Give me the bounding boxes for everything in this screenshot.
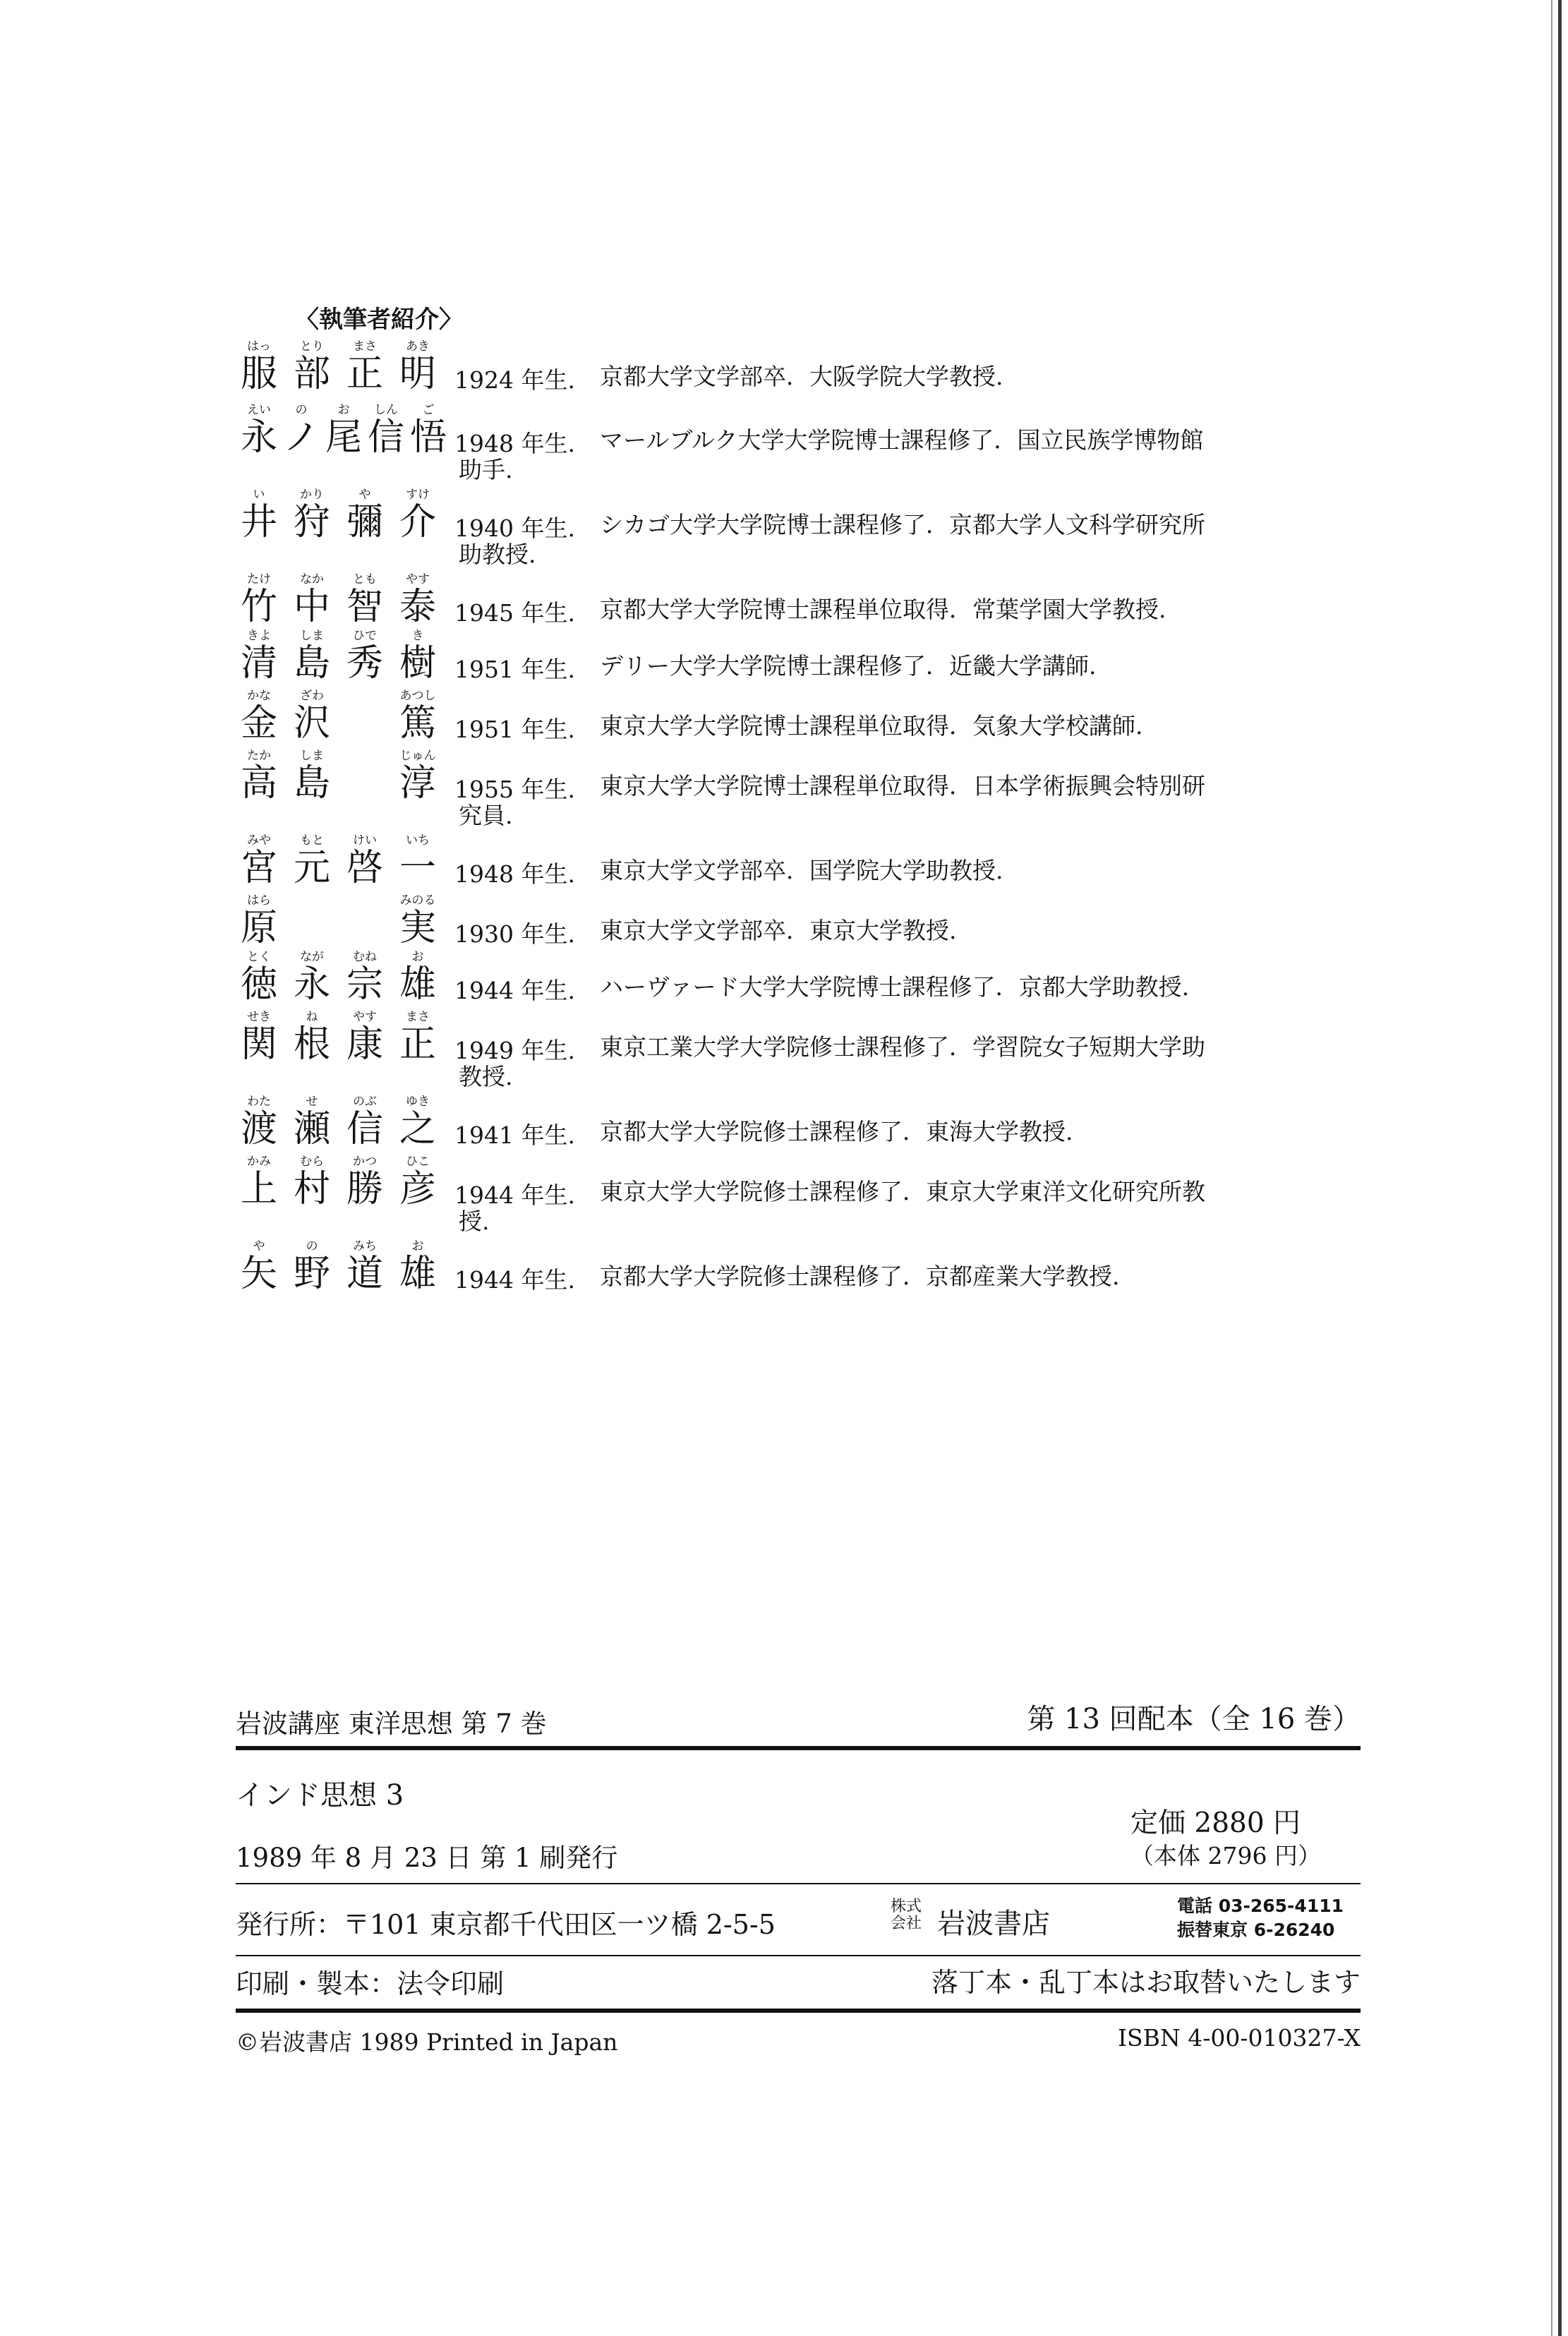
- name-character: [342, 688, 388, 704]
- furigana: せ: [306, 1095, 318, 1109]
- distribution-note: 第 13 回配本（全 16 巻）: [1027, 1703, 1361, 1735]
- furigana: じゅん: [399, 749, 436, 763]
- birth-year: 1951 年生.: [454, 716, 575, 743]
- name-character: [236, 949, 282, 1004]
- book-title: インド思想 3: [236, 1779, 404, 1812]
- kanji: 中: [293, 586, 330, 628]
- kanji: 啓: [346, 847, 383, 889]
- author-bio-continued: 助手.: [459, 456, 513, 483]
- name-character: [289, 628, 335, 683]
- name-character: [289, 748, 335, 803]
- transfer-account: 振替東京 6-26240: [1177, 1920, 1335, 1940]
- furigana: わた: [247, 1095, 271, 1109]
- furigana: ひで: [353, 629, 377, 643]
- birth-year: 1944 年生.: [454, 977, 575, 1004]
- name-character: [342, 339, 388, 394]
- furigana: [342, 893, 388, 908]
- furigana: とり: [300, 339, 324, 354]
- furigana: まさ: [353, 339, 377, 354]
- kanji: 根: [293, 1023, 330, 1066]
- kanji: 宮: [240, 847, 277, 889]
- birth-year: 1930 年生.: [454, 920, 575, 948]
- publisher-contact: [1177, 1894, 1344, 1942]
- kanji: 勝: [346, 1168, 383, 1210]
- kanji: 原: [240, 907, 277, 949]
- kanji: 矢: [240, 1253, 277, 1295]
- kanji: 信: [346, 1108, 383, 1150]
- printer: 印刷・製本：法令印刷: [236, 1968, 505, 1999]
- name-character: [394, 572, 441, 627]
- divider: [236, 1955, 1361, 1956]
- kanji: 明: [399, 353, 436, 395]
- kanji: 永: [293, 963, 330, 1006]
- kanji: 永: [240, 416, 277, 459]
- name-character: [289, 1239, 335, 1294]
- furigana: しん: [374, 403, 398, 417]
- kanji: 正: [399, 1023, 436, 1066]
- author-entry: [236, 1239, 1372, 1316]
- name-character: [342, 628, 388, 683]
- name-character: [342, 1009, 388, 1064]
- page-edge: [1558, 0, 1562, 2336]
- furigana: [289, 893, 335, 908]
- furigana: ね: [306, 1010, 318, 1024]
- author-entry: [236, 748, 1372, 829]
- furigana: の: [306, 1239, 318, 1253]
- name-character: [289, 572, 335, 627]
- birth-year: 1941 年生.: [454, 1121, 575, 1149]
- author-bio: 京都大学文学部卒．大阪学院大学教授.: [600, 363, 1003, 390]
- author-entry: [236, 1154, 1372, 1235]
- birth-year: 1955 年生.: [454, 776, 575, 803]
- kanji: 実: [399, 907, 436, 949]
- furigana: かつ: [353, 1155, 377, 1169]
- birth-year: 1948 年生.: [454, 430, 575, 457]
- author-bio: 京都大学大学院修士課程修了．京都産業大学教授.: [600, 1263, 1120, 1290]
- furigana: たか: [247, 749, 271, 763]
- name-character: [342, 572, 388, 627]
- furigana: や: [253, 1239, 265, 1253]
- furigana: けい: [353, 833, 377, 848]
- kanji: 沢: [293, 702, 330, 745]
- furigana: いち: [406, 833, 430, 848]
- furigana: まさ: [406, 1010, 430, 1024]
- name-character: [278, 402, 325, 457]
- furigana: もと: [300, 833, 324, 848]
- author-bio: 東京大学大学院博士課程単位取得．日本学術振興会特別研: [600, 772, 1205, 800]
- furigana: たけ: [247, 572, 271, 586]
- name-character: [394, 1154, 441, 1209]
- name-character: [405, 402, 452, 457]
- furigana: やす: [353, 1010, 377, 1024]
- furigana: お: [411, 950, 424, 964]
- name-character: [236, 1094, 282, 1149]
- furigana: や: [358, 488, 371, 502]
- furigana: やす: [406, 572, 430, 586]
- birth-year: 1945 年生.: [454, 599, 575, 627]
- name-character: [236, 748, 282, 803]
- author-bio: 東京大学文学部卒．国学院大学助教授.: [600, 857, 1003, 884]
- author-bio: 東京大学大学院博士課程単位取得．気象大学校講師.: [600, 712, 1143, 740]
- kanji: 一: [399, 847, 436, 889]
- furigana: みのる: [399, 893, 436, 908]
- name-character: [289, 1094, 335, 1149]
- kanji: 彦: [399, 1168, 436, 1210]
- kanji: 淳: [399, 762, 436, 805]
- kanji: 渡: [240, 1108, 277, 1150]
- author-bio: マールブルク大学大学院博士課程修了．国立民族学博物館: [600, 426, 1204, 454]
- kanji: 清: [240, 642, 277, 685]
- kanji: 狩: [293, 501, 330, 543]
- kanji: 瀬: [293, 1108, 330, 1150]
- kanji: 秀: [346, 642, 383, 685]
- name-character: [289, 487, 335, 542]
- name-character: [289, 949, 335, 1004]
- name-character: [394, 748, 441, 803]
- author-name: [236, 487, 442, 558]
- name-character: [394, 1094, 441, 1149]
- name-character: [394, 487, 441, 542]
- price-base: （本体 2796 円）: [1130, 1842, 1321, 1870]
- furigana: ゆき: [406, 1095, 430, 1109]
- name-character: [289, 688, 335, 743]
- name-character: [342, 833, 388, 888]
- name-character: [236, 628, 282, 683]
- divider-thick: [236, 1746, 1361, 1750]
- isbn: ISBN 4-00-010327-X: [1118, 2024, 1361, 2052]
- name-character: [289, 893, 335, 908]
- kanji: 之: [399, 1108, 436, 1150]
- kanji: 関: [240, 1023, 277, 1066]
- author-name: [236, 1009, 442, 1080]
- kanji: 井: [240, 501, 277, 543]
- name-character: [394, 339, 441, 394]
- birth-year: 1949 年生.: [454, 1037, 575, 1064]
- divider-thick: [236, 2009, 1361, 2013]
- section-heading: 〈執筆者紹介〉: [295, 306, 463, 334]
- kanji: 竹: [240, 586, 277, 628]
- furigana: しま: [300, 629, 324, 643]
- birth-year: 1944 年生.: [454, 1181, 575, 1209]
- birth-year: 1944 年生.: [454, 1266, 575, 1294]
- furigana: の: [295, 403, 308, 417]
- furigana: はら: [247, 893, 271, 908]
- furigana: かな: [247, 689, 271, 703]
- name-character: [342, 949, 388, 1004]
- kanji: 金: [240, 702, 277, 745]
- birth-year: 1940 年生.: [454, 514, 575, 542]
- furigana: お: [411, 1239, 424, 1253]
- furigana: ひこ: [406, 1155, 430, 1169]
- furigana: [342, 688, 388, 704]
- furigana: い: [253, 488, 265, 502]
- kanji: 元: [293, 847, 330, 889]
- name-character: [320, 402, 367, 457]
- author-entry: [236, 1009, 1372, 1090]
- author-bio: 東京工業大学大学院修士課程修了．学習院女子短期大学助: [600, 1033, 1205, 1061]
- author-bio: 京都大学大学院博士課程単位取得．常葉学園大学教授.: [600, 596, 1166, 623]
- furigana: せき: [247, 1010, 271, 1024]
- author-entry: [236, 402, 1372, 483]
- name-character: [394, 833, 441, 888]
- furigana: き: [411, 629, 424, 643]
- name-character: [342, 487, 388, 542]
- name-character: [342, 748, 388, 764]
- name-character: [236, 402, 282, 457]
- name-character: [236, 572, 282, 627]
- publisher-address: 発行所：〒101 東京都千代田区一ツ橋 2-5-5: [236, 1909, 776, 1940]
- name-character: [236, 688, 282, 743]
- furigana: むね: [353, 950, 377, 964]
- name-character: [236, 893, 282, 948]
- name-character: [289, 1009, 335, 1064]
- furigana: なが: [300, 950, 324, 964]
- furigana: かり: [300, 488, 324, 502]
- name-character: [236, 1154, 282, 1209]
- furigana: みや: [247, 833, 271, 848]
- author-entry: [236, 487, 1372, 568]
- author-bio-continued: 教授.: [459, 1063, 513, 1090]
- name-character: [289, 1154, 335, 1209]
- furigana: お: [337, 403, 350, 417]
- furigana: ご: [422, 403, 435, 417]
- page-edge-shadow: [1551, 0, 1552, 2336]
- kanji: 宗: [346, 963, 383, 1006]
- kanji: 村: [293, 1168, 330, 1210]
- name-character: [289, 833, 335, 888]
- kanji: 島: [293, 642, 330, 685]
- name-character: [394, 949, 441, 1004]
- author-bio: 東京大学文学部卒．東京大学教授.: [600, 917, 957, 944]
- kanji: 篤: [399, 702, 436, 745]
- author-name: [236, 1154, 442, 1224]
- name-character: [394, 1009, 441, 1064]
- kanji: 悟: [409, 416, 447, 459]
- kanji: 信: [367, 416, 404, 459]
- name-character: [342, 1239, 388, 1294]
- birth-year: 1924 年生.: [454, 366, 575, 394]
- name-character: [236, 339, 282, 394]
- publication-date: 1989 年 8 月 23 日 第 1 刷発行: [236, 1843, 618, 1873]
- divider: [236, 1883, 1361, 1884]
- kanji: 部: [293, 353, 330, 395]
- furigana: すけ: [406, 488, 430, 502]
- author-name: [236, 748, 442, 819]
- kanji: 彌: [346, 501, 383, 543]
- kanji: 泰: [399, 586, 436, 628]
- name-character: [342, 893, 388, 908]
- author-bio: ハーヴァード大学大学院博士課程修了．京都大学助教授.: [600, 973, 1190, 1001]
- furigana: えい: [247, 403, 271, 417]
- name-character: [394, 688, 441, 743]
- author-name: [236, 402, 447, 473]
- name-character: [289, 339, 335, 394]
- furigana: みち: [353, 1239, 377, 1253]
- kanji: ノ: [282, 416, 320, 459]
- furigana: かみ: [247, 1155, 271, 1169]
- kanji: 上: [240, 1168, 277, 1210]
- furigana: とく: [247, 950, 271, 964]
- kanji: 服: [240, 353, 277, 395]
- kanji: 康: [346, 1023, 383, 1066]
- name-character: [394, 1239, 441, 1294]
- furigana: ざわ: [300, 689, 324, 703]
- author-bio-continued: 究員.: [459, 802, 513, 829]
- kabushiki-gaisha-label: 株式 会社: [891, 1898, 922, 1932]
- replacement-note: 落丁本・乱丁本はお取替いたします: [931, 1967, 1361, 1998]
- name-character: [363, 402, 409, 457]
- author-bio-continued: 助教授.: [459, 541, 536, 568]
- kanji: 雄: [399, 963, 436, 1006]
- furigana: のぶ: [353, 1095, 377, 1109]
- birth-year: 1951 年生.: [454, 656, 575, 683]
- furigana: しま: [300, 749, 324, 763]
- phone-number: 電話 03-265-4111: [1177, 1896, 1344, 1916]
- name-character: [394, 628, 441, 683]
- kanji: 尾: [325, 416, 362, 459]
- birth-year: 1948 年生.: [454, 860, 575, 888]
- author-bio: 東京大学大学院修士課程修了．東京大学東洋文化研究所教: [600, 1178, 1205, 1205]
- kanji: 智: [346, 586, 383, 628]
- name-character: [342, 1094, 388, 1149]
- kanji: 道: [346, 1253, 383, 1295]
- publisher-name: 岩波書店: [937, 1908, 1050, 1940]
- author-bio: デリー大学大学院博士課程修了．近畿大学講師.: [600, 652, 1097, 680]
- kanji: 高: [240, 762, 277, 805]
- author-name: [236, 339, 442, 409]
- author-bio: 京都大学大学院修士課程修了．東海大学教授.: [600, 1118, 1073, 1145]
- name-character: [342, 1154, 388, 1209]
- kanji: 島: [293, 762, 330, 805]
- copyright: ©岩波書店 1989 Printed in Japan: [236, 2028, 618, 2056]
- furigana: [342, 748, 388, 764]
- author-bio-continued: 授.: [459, 1208, 490, 1235]
- kanji: 正: [346, 353, 383, 395]
- kanji: 介: [399, 501, 436, 543]
- author-name: [236, 1239, 442, 1309]
- kanji: 樹: [399, 642, 436, 685]
- kanji: 野: [293, 1253, 330, 1295]
- furigana: あつし: [399, 689, 436, 703]
- furigana: むら: [300, 1155, 324, 1169]
- furigana: はっ: [247, 339, 271, 354]
- name-character: [236, 1239, 282, 1294]
- author-bio: シカゴ大学大学院博士課程修了．京都大学人文科学研究所: [600, 511, 1205, 538]
- name-character: [236, 487, 282, 542]
- name-character: [394, 893, 441, 948]
- kanji: 徳: [240, 963, 277, 1006]
- name-character: [236, 1009, 282, 1064]
- series-title: 岩波講座 東洋思想 第 7 巻: [236, 1709, 547, 1739]
- furigana: あき: [406, 339, 430, 354]
- furigana: とも: [353, 572, 377, 586]
- price: 定価 2880 円: [1130, 1807, 1301, 1839]
- kanji: 雄: [399, 1253, 436, 1295]
- name-character: [236, 833, 282, 888]
- furigana: きよ: [247, 629, 271, 643]
- furigana: なか: [300, 572, 324, 586]
